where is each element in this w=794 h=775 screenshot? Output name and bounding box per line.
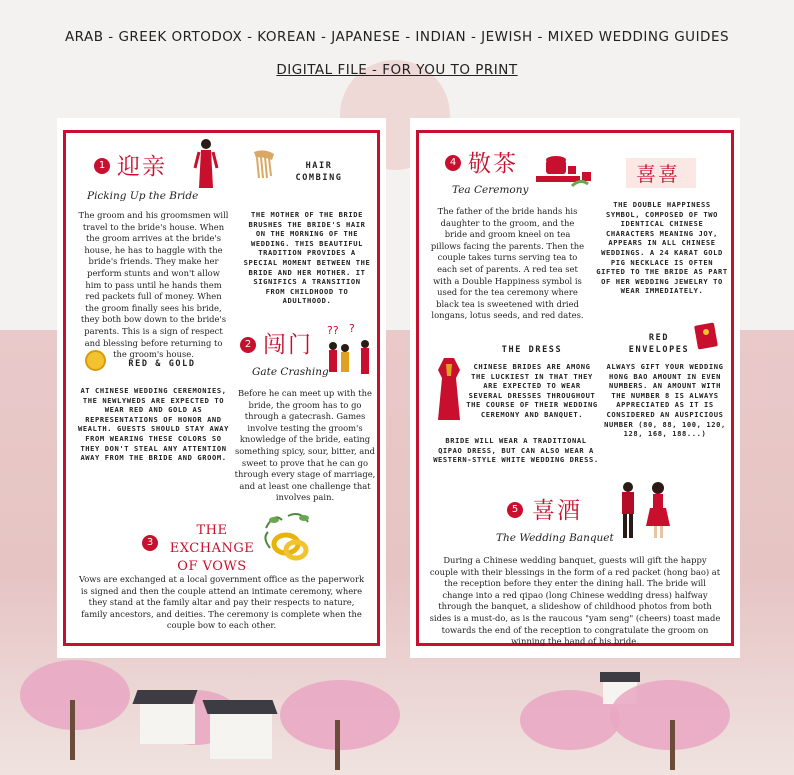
- double-happiness-chinese: 喜喜: [636, 162, 680, 186]
- double-happiness-text: THE DOUBLE HAPPINESS SYMBOL, COMPOSED OF TWO IDENTICAL CHINESE CHARACTERS MEANING JOY, APPEARS IN ALL CHINESE WEDDINGS. A 24 KARAT GOLD PIG NECKLACE IS OFTEN GIFTED TO THE BRIDE AS PART OF HER WEDDING JEWELRY TO WEAR IMMEDIATELY.: [596, 200, 728, 296]
- section-4-chinese: 敬茶: [468, 151, 518, 177]
- section-4-subtitle: Tea Ceremony: [452, 184, 529, 196]
- section-3-title: [157, 522, 267, 576]
- right-page: [410, 118, 740, 658]
- bride-illustration-icon: [193, 138, 219, 190]
- dress-text-2: BRIDE WILL WEAR A TRADITIONAL QIPAO DRESS, BUT CAN ALSO WEAR A WESTERN-STYLE WHITE WEDDING DRESS.: [433, 436, 599, 465]
- section-4-text: The father of the bride hands his daughter to the groom, and the bride and groom kneel on tea pillows facing the parents. Then the couple takes turns serving tea to each set of parents. A red tea set with a Double Happiness symbol is used for the tea ceremony where black tea is sweetened with dried longans, lotus seeds, and red dates.: [430, 206, 585, 321]
- dress-title: THE DRESS: [501, 345, 563, 355]
- header-subtitle: DIGITAL FILE - FOR YOU TO PRINT: [276, 62, 518, 78]
- wedding-rings-icon: [260, 508, 318, 568]
- hair-combing-text: THE MOTHER OF THE BRIDE BRUSHES THE BRIDE'S HAIR ON THE MORNING OF THE WEDDING. THIS BEAUTIFUL TRADITION PROVIDES A SPECIAL MOMENT BETWEEN THE BRIDE AND HER MOTHER. IT SIGNIFICS A TRANSITION FROM CHILDHOOD TO ADULTHOOD.: [243, 210, 371, 306]
- header-title: ARAB - GREEK ORTODOX - KOREAN - JAPANESE - INDIAN - JEWISH - MIXED WEDDING GUIDES: [64, 29, 730, 45]
- section-5-subtitle: The Wedding Banquet: [496, 532, 614, 544]
- section-5-number: 5: [507, 502, 523, 518]
- section-4-number: 4: [445, 155, 461, 171]
- qipao-dress-icon: [434, 356, 464, 422]
- section-2-chinese: 闯门: [263, 332, 313, 358]
- section-2-number: 2: [240, 337, 256, 353]
- section-1-text: The groom and his groomsmen will travel to the bride's house. When the groom arrives at the bride's house, he has to haggle with the bride's friends. They make her perform stunts and won't allow him to pass until he hands them red packets full of money. When the groom finally sees his bride, they both bow down to the bride's parents. This is a sign of respect and blessing before returning to the groom's house.: [78, 210, 229, 360]
- left-page: [57, 118, 386, 658]
- section-1-subtitle: Picking Up the Bride: [87, 190, 199, 202]
- section-2-text: Before he can meet up with the bride, the groom has to go through a gatecrash. Games involve testing the groom's knowledge of the bride, eating something spicy, sour, bitter, and sweet to prove that he can go through every stage of marriage, and at least one challenge that involves pain.: [234, 388, 376, 503]
- red-envelopes-title: RED ENVELOPES: [628, 333, 690, 355]
- wedding-couple-icon: [612, 480, 682, 542]
- section-3-text: Vows are exchanged at a local government office as the paperwork is signed and then the couple attend an intimate ceremony, where they stand at the family altar and pay their respects to nature, family ancestors, and deities. The ceremony is complete when the couple bow to each other.: [78, 574, 365, 631]
- section-3-title-line-2: OF VOWS: [177, 559, 247, 574]
- red-envelope-icon: [694, 322, 720, 352]
- gate-crashing-illustration-icon: [323, 322, 379, 382]
- tea-set-icon: [532, 150, 594, 192]
- section-1-number: 1: [94, 158, 110, 174]
- section-3-title-line-1: THE EXCHANGE: [169, 523, 255, 556]
- svg-text:?: ?: [349, 322, 355, 335]
- section-3-number: 3: [142, 535, 158, 551]
- section-5-chinese: 喜酒: [532, 498, 582, 524]
- section-2-subtitle: Gate Crashing: [252, 366, 329, 378]
- red-envelopes-text: ALWAYS GIFT YOUR WEDDING HONG BAO AMOUNT IN EVEN NUMBERS. AN AMOUNT WITH THE NUMBER 8 IS ALWAYS APPRECIATED AS IT IS CONSIDERED AN AUSPICIOUS NUMBER (80, 88, 100, 120, 128, 168, 188...): [604, 362, 726, 439]
- hair-combing-title: HAIR COMBING: [295, 161, 343, 183]
- gold-coin-icon: [85, 350, 106, 371]
- svg-text:??: ??: [327, 324, 339, 337]
- dress-text-1: CHINESE BRIDES ARE AMONG THE LUCKIEST IN THAT THEY ARE EXPECTED TO WEAR SEVERAL DRESSES THROUGHOUT THE COURSE OF THEIR WEDDING CEREMONY AND BANQUET.: [466, 362, 598, 419]
- comb-icon: [250, 148, 278, 182]
- section-1-chinese: 迎亲: [117, 154, 167, 180]
- section-5-text: During a Chinese wedding banquet, guests will gift the happy couple with their blessings in the form of a red packet (hong bao) at the reception before they enter the dining hall. The bride will change into a red qipao (long Chinese wedding dress) halfway through the banquet, a slideshow of childhood photos from both sides is a must-do, as is the raucous "yam seng" (cheers) toast made towards the end of the reception to congratulate the groom on winning the hand of his bride.: [429, 555, 721, 647]
- red-gold-text: AT CHINESE WEDDING CEREMONIES, THE NEWLYWEDS ARE EXPECTED TO WEAR RED AND GOLD AS REPRESENTATIONS OF HONOR AND WEALTH. GUESTS SHOULD STAY AWAY FROM WEARING THESE COLORS SO THEY DON'T STEAL ANY ATTENTION AWAY FROM THE BRIDE AND GROOM.: [78, 386, 229, 463]
- red-gold-title: RED & GOLD: [128, 359, 196, 369]
